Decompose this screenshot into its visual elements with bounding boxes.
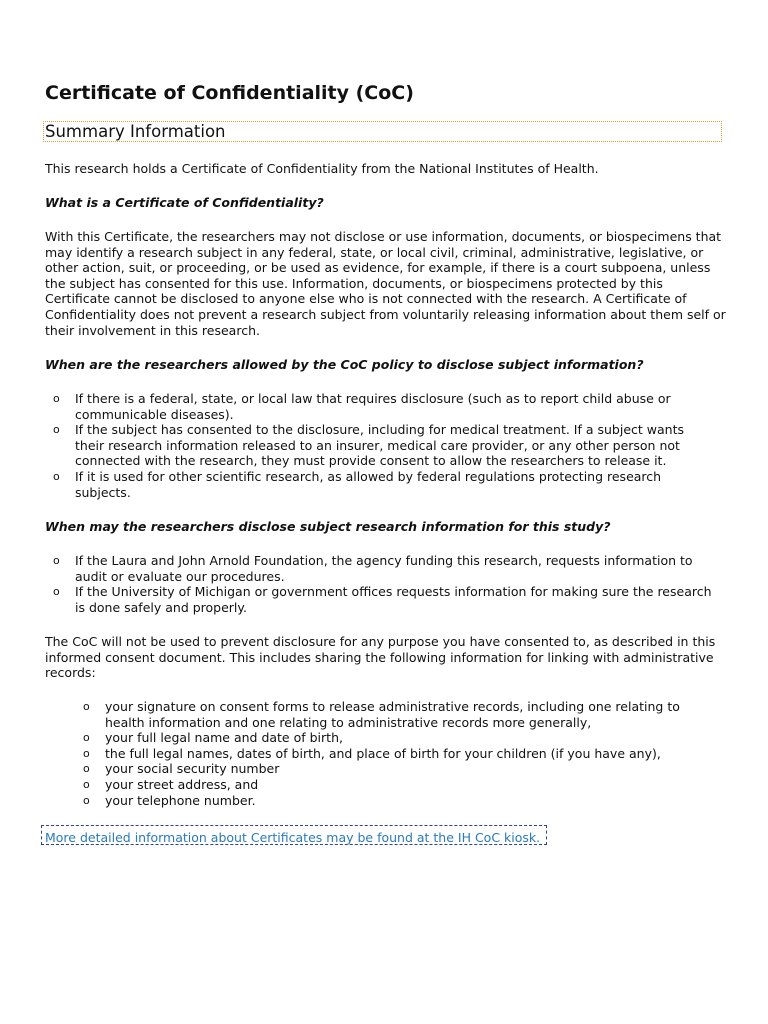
study-disclosure-list <box>53 553 713 615</box>
bullet-icon: o <box>83 762 90 776</box>
bullet-icon: o <box>83 700 90 713</box>
bullet-icon: o <box>53 423 60 437</box>
bullet-icon: o <box>83 777 90 791</box>
consent-paragraph: The CoC will not be used to prevent disclosure for any purpose you have consented to, as described in this informed consent document. This includes sharing the following information for linking with administrative records: <box>45 634 716 681</box>
list-item-text: the full legal names, dates of birth, and place of birth for your children (if you have any), <box>105 745 661 761</box>
list-item-text: If the University of Michigan or government offices requests information for making sure the research is done safely and properly. <box>75 584 712 615</box>
list-item-text: your telephone number. <box>105 792 256 808</box>
bullet-icon: o <box>83 746 90 760</box>
list-item-text: If the subject has consented to the disclosure, including for medical treatment. If a subject wants their research information released to an insurer, medical care provider, or any other person not connected with the research, they must provide consent to allow the researchers to release it. <box>75 422 684 469</box>
question-when-allowed: When are the researchers allowed by the CoC policy to disclose subject information? <box>45 357 644 372</box>
linked-records-list <box>83 699 713 808</box>
list-item-text: your full legal name and date of birth, <box>105 730 343 746</box>
coc-kiosk-link[interactable]: More detailed information about Certificates may be found at the IH CoC kiosk. <box>45 830 541 845</box>
bullet-icon: o <box>53 554 60 567</box>
list-item-text: If the Laura and John Arnold Foundation, the agency funding this research, requests information to audit or evaluate our procedures. <box>75 553 693 584</box>
bullet-icon: o <box>83 731 90 745</box>
list-item <box>53 553 713 584</box>
question-study-disclosure: When may the researchers disclose subject research information for this study? <box>45 519 611 534</box>
list-item <box>83 761 713 777</box>
page-title: Certificate of Confidentiality (CoC) <box>45 82 414 104</box>
question-what-is-coc: What is a Certificate of Confidentiality? <box>45 195 324 210</box>
bullet-icon: o <box>83 793 90 807</box>
intro-paragraph: This research holds a Certificate of Confidentiality from the National Institutes of Health. <box>45 161 599 176</box>
list-item-text: If it is used for other scientific research, as allowed by federal regulations protecting research subjects. <box>75 468 662 500</box>
list-item <box>83 793 713 809</box>
list-item-text: If there is a federal, state, or local law that requires disclosure (such as to report child abuse or communicable diseases). <box>75 391 671 422</box>
list-item <box>53 584 713 615</box>
list-item <box>83 699 713 730</box>
list-item-text: your street address, and <box>105 776 259 792</box>
list-item <box>83 746 713 762</box>
list-item <box>83 730 713 746</box>
section-heading-box <box>43 121 722 142</box>
coc-definition-paragraph: With this Certificate, the researchers may not disclose or use information, documents, or biospecimens that may identify a research subject in any federal, state, or local civil, criminal, administrative, legislative, or other action, suit, or proceeding, or be used as evidence, for example, if there is a court subpoena, unless the subject has consented for this use. Information, documents, or biospecimens protected by this Certificate cannot be disclosed to anyone else who is not connected with the research. A Certificate of Confidentiality does not prevent a research subject from voluntarily releasing information about them self or their involvement in this research. <box>45 229 726 338</box>
bullet-icon: o <box>53 392 60 405</box>
list-item <box>53 422 713 469</box>
list-item <box>53 391 713 422</box>
list-item <box>53 469 713 500</box>
bullet-icon: o <box>53 469 60 483</box>
list-item <box>83 777 713 793</box>
coc-kiosk-link-box <box>41 825 547 845</box>
list-item-text: your social security number <box>105 761 280 777</box>
bullet-icon: o <box>53 585 60 599</box>
section-heading: Summary Information <box>45 122 226 141</box>
allowed-disclosure-list <box>53 391 713 500</box>
list-item-text: your signature on consent forms to release administrative records, including one relating to health information and one relating to administrative records more generally, <box>105 699 680 730</box>
